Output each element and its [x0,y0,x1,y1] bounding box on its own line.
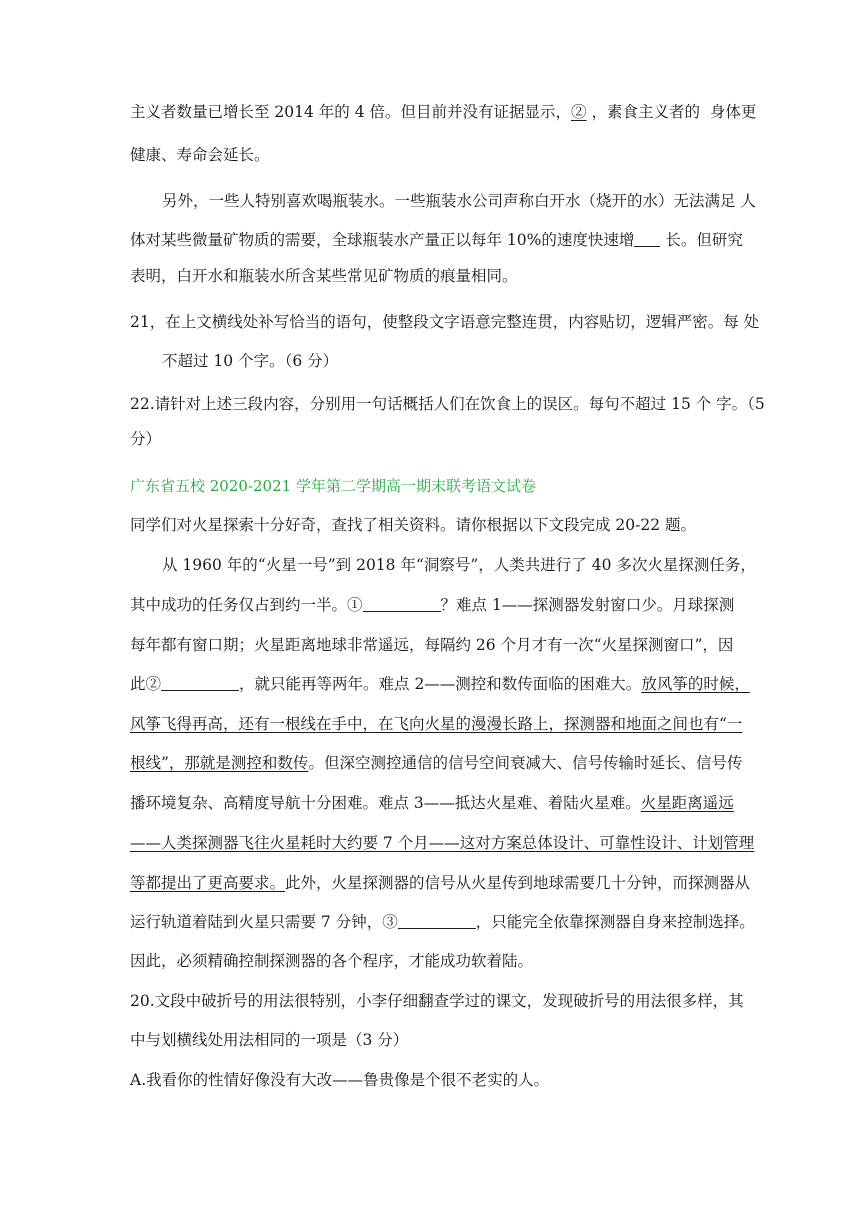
passage-line-4-text: 此② [130,675,162,693]
passage-line-4-mid: ，就只能再等两年。难点 2——测控和数传面临的困难大。 [239,675,642,693]
underlined-text: 等都提出了更高要求。 [130,874,286,892]
fill-blank [634,230,660,247]
para1-line1-tail: ，素食主义者的 身体更 [586,103,757,121]
para1-line2: 健康、寿命会延长。 [130,146,270,164]
underlined-text: 火星距离遥远 [640,794,734,812]
question-20-line2: 中与划横线处用法相同的一项是（3 分） [130,1031,409,1049]
blank-marker-2: ② [571,103,587,121]
question-20-line1: 20.文段中破折号的用法很特别，小李仔细翻查学过的课文，发现破折号的用法很多样，其 [130,992,744,1010]
passage-line-9 [130,872,750,894]
passage-line-6-tail: 。但深空测控通信的信号空间衰减大、信号传输时延长、信号传 [308,754,743,772]
para1-line1-text: 主义者数量已增长至 2014 年的 4 倍。但目前并没有证据显示， [130,103,572,121]
question-20-option-a: A.我看你的性情好像没有大改——鲁贵像是个很不老实的人。 [130,1071,550,1089]
question-22-line2: 分） [130,430,162,448]
passage-line-10-text: 运行轨道着陆到火星只需要 7 分钟，③ [130,913,398,931]
passage-line-1: 从 1960 年的“火星一号”到 2018 年“洞察号”，人类共进行了 40 多次火星探测任务， [162,556,756,574]
passage-line-4 [130,673,750,695]
passage-line-10-tail: ，只能完全依靠探测器自身来控制选择。 [475,913,755,931]
fill-blank-1 [363,595,441,612]
underlined-text: 放风筝的时候， [641,675,750,693]
passage-line-8: ——人类探测器飞往火星耗时大约要 7 个月——这对方案总体设计、可靠性设计、计划管理 [130,834,755,852]
fill-blank-3 [398,912,476,929]
source-title: 广东省五校 2020-2021 学年第二学期高一期末联考语文试卷 [130,477,536,495]
question-21-line2: 不超过 10 个字。（6 分） [162,352,339,370]
passage-line-11: 因此，必须精确控制探测器的各个程序，才能成功软着陆。 [130,952,534,970]
para2-line2 [130,229,743,251]
para2-line1: 另外，一些人特别喜欢喝瓶装水。一些瓶装水公司声称白开水（烧开的水）无法满足 人 [162,192,756,210]
para2-line2-tail: 长。但研究 [660,231,743,249]
passage-line-2-text: 其中成功的任务仅占到约一半。① [130,596,363,614]
passage-line-2-tail: ？难点 1——探测器发射窗口少。月球探测 [440,596,735,614]
para2-line2-text: 体对某些微量矿物质的需要，全球瓶装水产量正以每年 10%的速度快速增 [130,231,635,249]
intro-line: 同学们对火星探索十分好奇，查找了相关资料。请你根据以下文段完成 20-22 题。 [130,516,697,534]
underlined-text: 根线”，那就是测控和数传 [130,754,309,772]
passage-line-2 [130,594,734,616]
fill-blank-2 [161,674,239,691]
passage-line-10 [130,911,755,933]
passage-line-7 [130,792,734,814]
para1-line1 [130,101,756,123]
para2-line3: 表明，白开水和瓶装水所含某些常见矿物质的痕量相同。 [130,267,518,285]
question-21-line1: 21，在上文横线处补写恰当的语句，使整段文字语意完整连贯，内容贴切，逻辑严密。每 处 [130,313,760,331]
passage-line-3: 每年都有窗口期；火星距离地球非常遥远，每隔约 26 个月才有一次“火星探测窗口”，因 [130,636,734,654]
passage-line-5: 风筝飞得再高，还有一根线在手中，在飞向火星的漫漫长路上，探测器和地面之间也有“一 [130,715,743,733]
passage-line-6 [130,752,742,774]
passage-line-9-tail: 此外，火星探测器的信号从火星传到地球需要几十分钟，而探测器从 [285,874,751,892]
question-22-line1: 22.请针对上述三段内容，分别用一句话概括人们在饮食上的误区。每句不超过 15 个 字。（5 [130,395,765,413]
passage-line-7-text: 播环境复杂、高精度导航十分困难。难点 3——抵达火星难、着陆火星难。 [130,794,641,812]
